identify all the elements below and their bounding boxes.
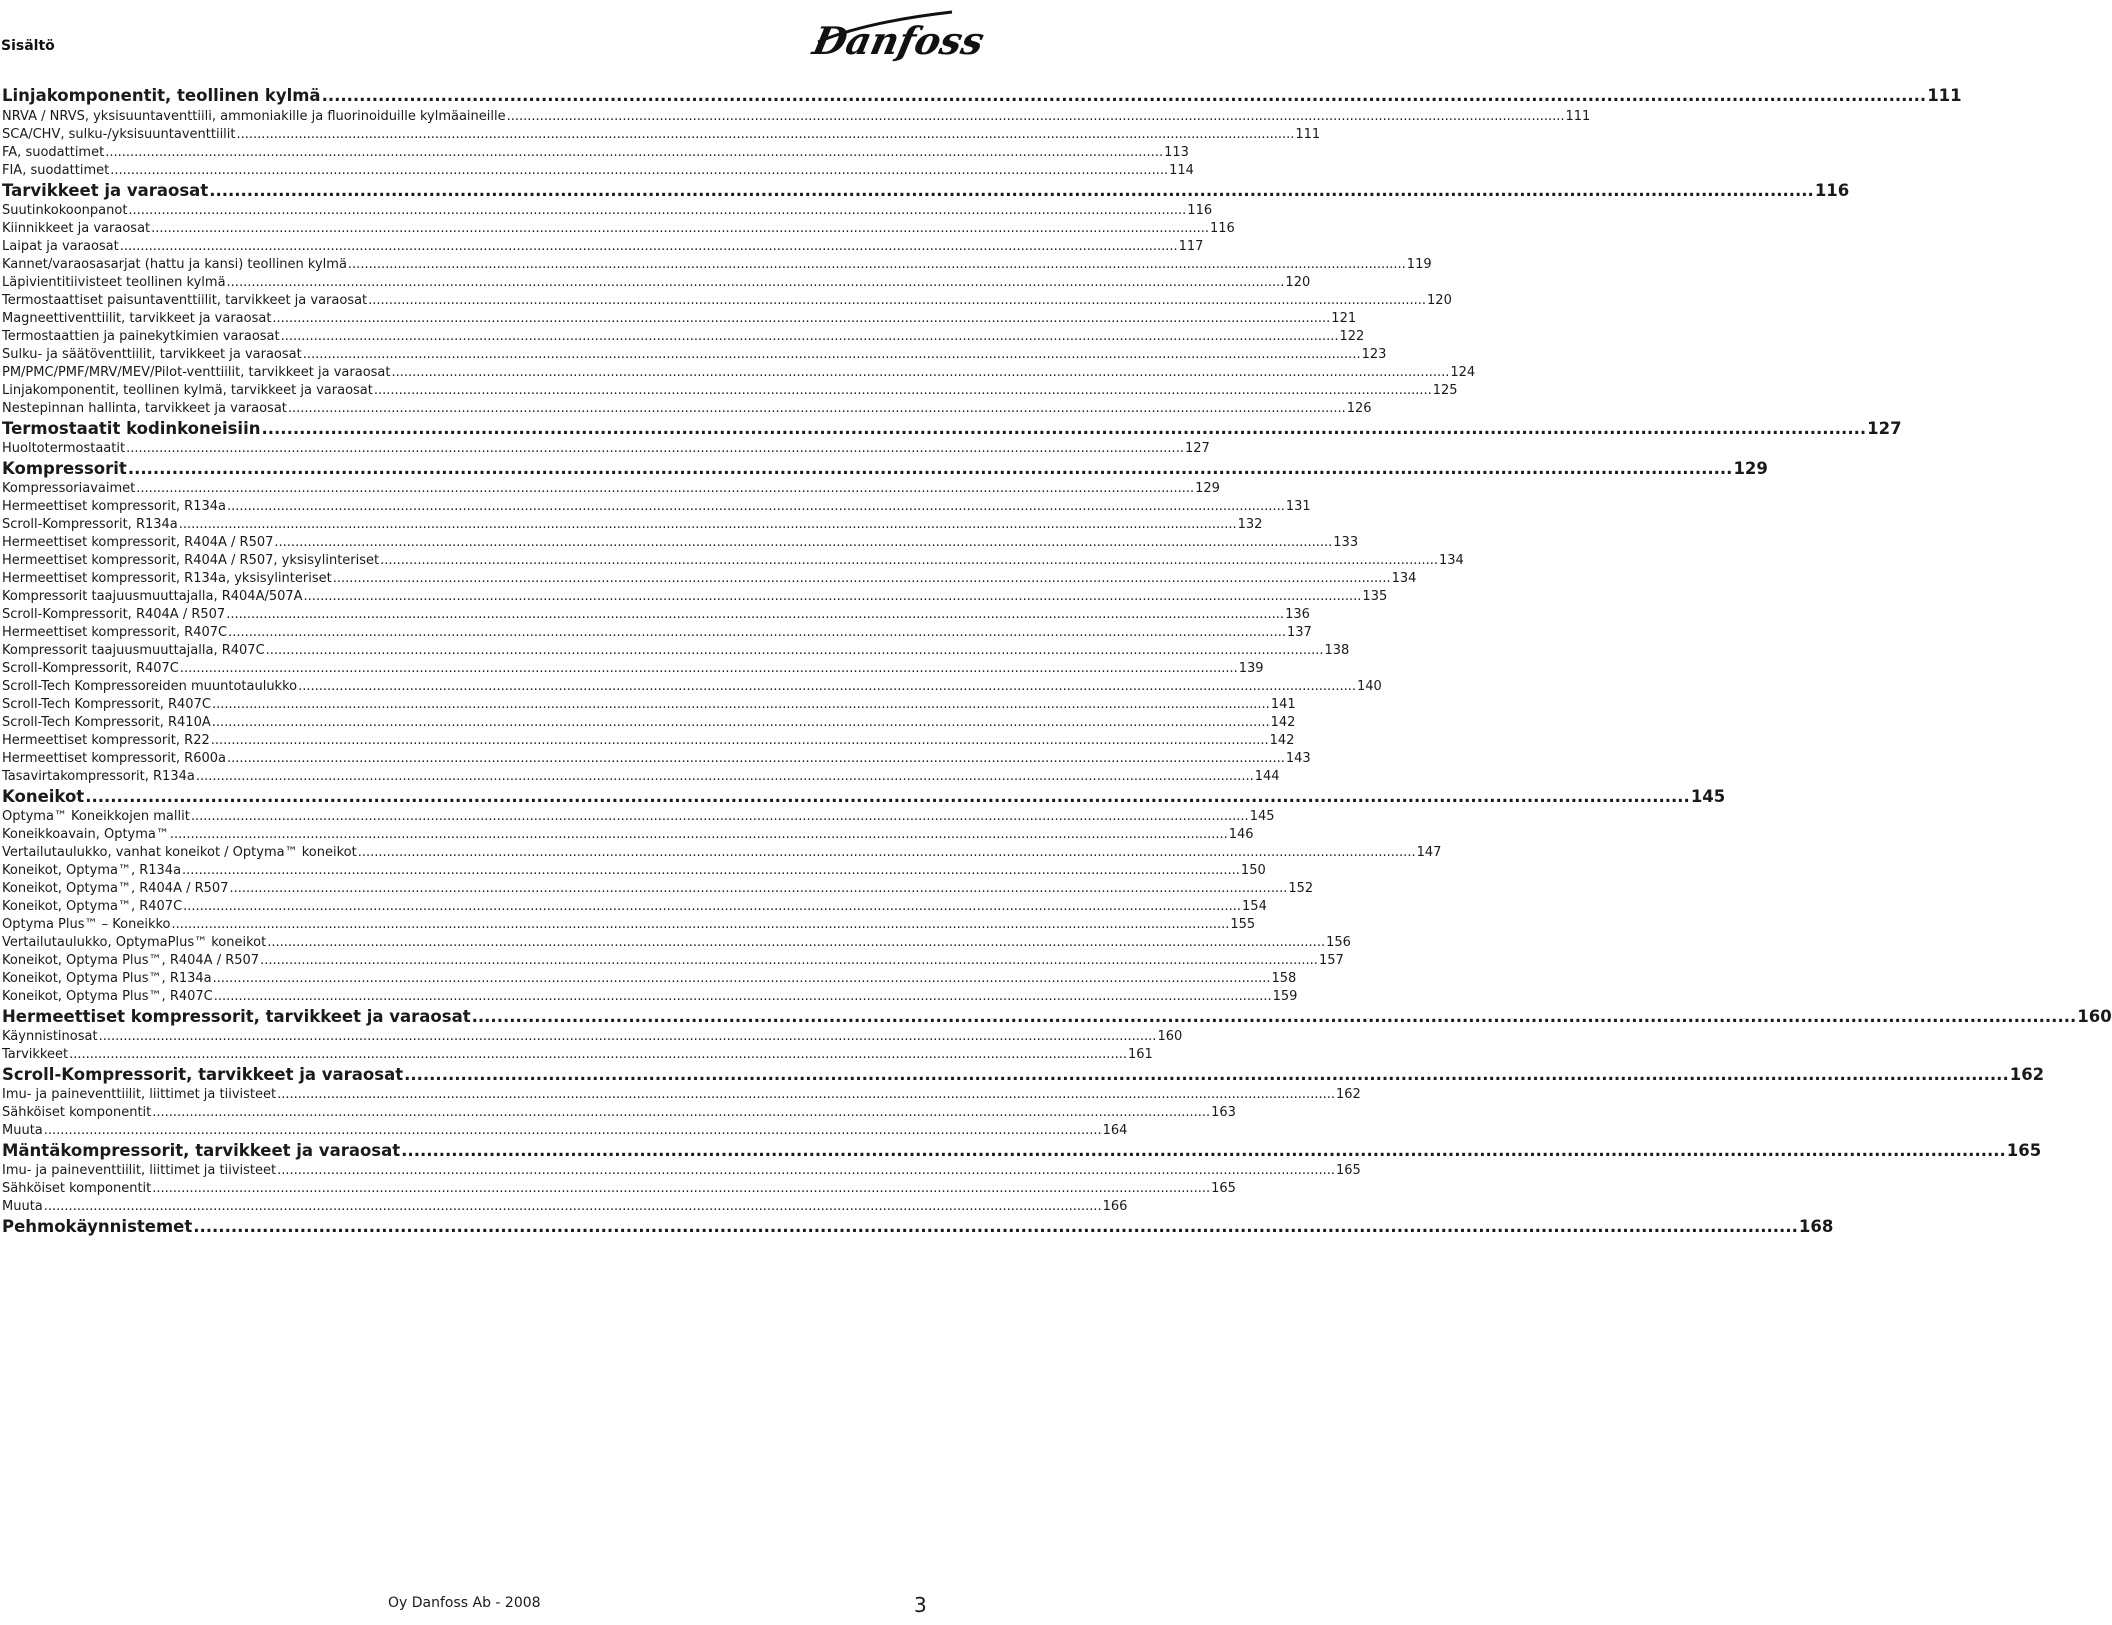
section-title: Sisältö <box>1 38 55 54</box>
toc-entry-label: Termostaatit kodinkoneisiin <box>2 419 261 438</box>
toc-entry-page: 111 <box>1927 86 1962 105</box>
toc-dot-leader <box>196 768 1254 786</box>
toc-entry-label: Mäntäkompressorit, tarvikkeet ja varaosat <box>2 1141 401 1160</box>
toc-entry-label: Kiinnikkeet ja varaosat <box>2 221 151 236</box>
toc-entry[interactable] <box>2 808 1275 826</box>
toc-entry-label: Sähköiset komponentit <box>2 1105 152 1120</box>
toc-dot-leader <box>152 1104 1210 1122</box>
page-header <box>0 0 988 70</box>
toc-entry-label: Scroll-Tech Kompressoreiden muuntotaulukko <box>2 679 298 694</box>
toc-entry-page: 156 <box>1326 935 1351 950</box>
toc-entry-label: Pehmokäynnistemet <box>2 1217 193 1236</box>
toc-entry-page: 162 <box>1335 1087 1361 1102</box>
toc-entry-label: PM/PMC/PMF/MRV/MEV/Pilot-venttiilit, tarvikkeet ja varaosat <box>2 365 391 380</box>
toc-entry-page: 165 <box>1211 1181 1236 1196</box>
toc-entry-page: 145 <box>1690 787 1726 806</box>
toc-dot-leader <box>151 220 1209 238</box>
toc-dot-leader <box>274 534 1332 552</box>
toc-entry-page: 145 <box>1249 809 1275 824</box>
toc-entry[interactable] <box>2 678 1382 696</box>
toc-entry[interactable] <box>2 292 1452 310</box>
toc-entry[interactable] <box>2 916 1256 934</box>
toc-entry-label: NRVA / NRVS, yksisuuntaventtiili, ammoniakille ja fluorinoiduille kylmäaineille <box>2 109 506 124</box>
toc-entry-label: Vertailutaulukko, OptymaPlus™ koneikot <box>2 935 267 950</box>
toc-entry-label: Koneikot, Optyma™, R404A / R507 <box>2 881 229 896</box>
toc-entry-page: 121 <box>1331 311 1357 326</box>
toc-dot-leader <box>226 606 1284 624</box>
toc-dot-leader <box>128 202 1186 220</box>
toc-entry-label: Kannet/varaosasarjat (hattu ja kansi) teollinen kylmä <box>2 257 347 272</box>
toc-entry-label: Koneikkoavain, Optyma™ <box>2 827 169 842</box>
toc-entry-label: Huoltotermostaatit <box>2 441 126 456</box>
toc-entry-page: 111 <box>1565 109 1591 124</box>
toc-entry[interactable] <box>2 274 1311 292</box>
toc-dot-leader <box>191 808 1249 826</box>
toc-dot-leader <box>227 274 1285 292</box>
toc-entry[interactable] <box>2 1104 1236 1122</box>
toc-entry-label: Vertailutaulukko, vanhat koneikot / Optyma™ koneikot <box>2 845 357 860</box>
toc-entry-page: 111 <box>1295 127 1321 142</box>
toc-dot-leader <box>128 458 1733 480</box>
toc-section-entry[interactable] <box>2 1006 2112 1028</box>
toc-dot-leader <box>152 1180 1210 1198</box>
toc-entry[interactable] <box>2 988 1298 1006</box>
toc-dot-leader <box>136 480 1194 498</box>
toc-entry[interactable] <box>2 202 1213 220</box>
toc-entry[interactable] <box>2 1198 1128 1216</box>
toc-entry-label: Optyma Plus™ – Koneikko <box>2 917 171 932</box>
toc-entry[interactable] <box>2 126 1321 144</box>
toc-entry[interactable] <box>2 440 1210 458</box>
toc-dot-leader <box>472 1006 2077 1028</box>
toc-dot-leader <box>182 862 1240 880</box>
toc-entry-label: Termostaattiset paisuntaventtiilit, tarvikkeet ja varaosat <box>2 293 368 308</box>
toc-entry[interactable] <box>2 768 1280 786</box>
toc-dot-leader <box>44 1122 1102 1140</box>
toc-entry-label: SCA/CHV, sulku-/yksisuuntaventtiilit <box>2 127 236 142</box>
toc-dot-leader <box>69 1046 1127 1064</box>
toc-entry-page: 160 <box>1157 1029 1183 1044</box>
toc-entry-label: Scroll-Kompressorit, tarvikkeet ja varaosat <box>2 1065 404 1084</box>
toc-entry-label: Hermeettiset kompressorit, R407C <box>2 625 228 640</box>
toc-entry-page: 154 <box>1242 899 1267 914</box>
toc-entry-page: 135 <box>1362 589 1388 604</box>
toc-entry-label: Muuta <box>2 1123 43 1138</box>
toc-entry-page: 116 <box>1814 181 1850 200</box>
toc-entry-page: 127 <box>1867 419 1902 438</box>
toc-entry[interactable] <box>2 1028 1183 1046</box>
toc-entry[interactable] <box>2 606 1310 624</box>
toc-entry[interactable] <box>2 364 1476 382</box>
toc-entry-page: 120 <box>1285 275 1311 290</box>
toc-dot-leader <box>179 516 1237 534</box>
toc-dot-leader <box>358 844 1416 862</box>
toc-entry-page: 150 <box>1240 863 1266 878</box>
toc-entry[interactable] <box>2 534 1359 552</box>
toc-entry-page: 129 <box>1195 481 1220 496</box>
toc-dot-leader <box>99 1028 1157 1046</box>
toc-entry-label: Tasavirtakompressorit, R134a <box>2 769 195 784</box>
toc-entry[interactable] <box>2 144 1189 162</box>
footer-company: Oy Danfoss Ab - 2008 <box>388 1595 541 1611</box>
toc-entry-page: 116 <box>1210 221 1235 236</box>
toc-dot-leader <box>298 678 1356 696</box>
toc-entry-label: Termostaattien ja painekytkimien varaosat <box>2 329 280 344</box>
toc-entry-label: Tarvikkeet ja varaosat <box>2 181 209 200</box>
logo-wordmark: Danfoss <box>808 19 988 64</box>
toc-dot-leader <box>237 126 1295 144</box>
toc-entry-label: Hermeettiset kompressorit, R404A / R507 <box>2 535 274 550</box>
toc-section-entry[interactable] <box>2 458 1768 480</box>
toc-entry[interactable] <box>2 382 1458 400</box>
toc-dot-leader <box>404 1064 2009 1086</box>
toc-dot-leader <box>212 696 1270 714</box>
toc-entry-page: 164 <box>1102 1123 1128 1138</box>
toc-entry-page: 142 <box>1270 715 1296 730</box>
toc-entry-label: Linjakomponentit, teollinen kylmä, tarvikkeet ja varaosat <box>2 383 373 398</box>
toc-dot-leader <box>227 498 1285 516</box>
toc-entry-page: 165 <box>2006 1141 2042 1160</box>
toc-dot-leader <box>262 418 1867 440</box>
toc-dot-leader <box>183 898 1241 916</box>
toc-entry[interactable] <box>2 498 1311 516</box>
toc-entry-page: 160 <box>2077 1007 2112 1026</box>
toc-dot-leader <box>85 786 1690 808</box>
toc-entry[interactable] <box>2 826 1254 844</box>
toc-entry[interactable] <box>2 1122 1128 1140</box>
toc-entry[interactable] <box>2 1162 1361 1180</box>
toc-entry[interactable] <box>2 970 1297 988</box>
toc-section-entry[interactable] <box>2 1064 2045 1086</box>
toc-dot-leader <box>401 1140 2006 1162</box>
toc-entry-label: Läpivientitiivisteet teollinen kylmä <box>2 275 226 290</box>
toc-entry-page: 168 <box>1798 1217 1834 1236</box>
toc-dot-leader <box>44 1198 1102 1216</box>
toc-section-entry[interactable] <box>2 84 1962 108</box>
toc-section-entry[interactable] <box>2 1216 1834 1238</box>
toc-entry-label: Imu- ja paineventtiilit, liittimet ja tiivisteet <box>2 1163 277 1178</box>
toc-entry[interactable] <box>2 624 1312 642</box>
toc-entry-label: Hermeettiset kompressorit, R404A / R507, yksisylinteriset <box>2 553 380 568</box>
toc-dot-leader <box>322 84 1927 108</box>
toc-entry[interactable] <box>2 880 1314 898</box>
toc-dot-leader <box>213 970 1271 988</box>
toc-entry-page: 146 <box>1228 827 1254 842</box>
toc-entry-page: 126 <box>1346 401 1372 416</box>
toc-dot-leader <box>214 988 1272 1006</box>
toc-dot-leader <box>126 440 1184 458</box>
toc-section-entry[interactable] <box>2 786 1726 808</box>
toc-entry-page: 163 <box>1211 1105 1236 1120</box>
toc-dot-leader <box>229 880 1287 898</box>
toc-entry-label: Hermeettiset kompressorit, tarvikkeet ja varaosat <box>2 1007 471 1026</box>
toc-entry-page: 134 <box>1391 571 1417 586</box>
toc-entry-page: 138 <box>1324 643 1350 658</box>
toc-entry[interactable] <box>2 588 1388 606</box>
toc-entry[interactable] <box>2 1086 1361 1104</box>
danfoss-logo <box>808 2 988 66</box>
toc-entry[interactable] <box>2 328 1365 346</box>
toc-dot-leader <box>211 732 1269 750</box>
toc-section-entry[interactable] <box>2 418 1902 440</box>
toc-entry-page: 122 <box>1339 329 1365 344</box>
toc-entry[interactable] <box>2 256 1432 274</box>
toc-entry-page: 140 <box>1356 679 1382 694</box>
toc-entry[interactable] <box>2 516 1263 534</box>
toc-entry[interactable] <box>2 162 1194 180</box>
toc-entry-page: 155 <box>1230 917 1256 932</box>
toc-dot-leader <box>272 310 1330 328</box>
toc-entry-page: 141 <box>1270 697 1296 712</box>
toc-entry-label: Kompressorit <box>2 459 127 478</box>
toc-entry-page: 125 <box>1432 383 1458 398</box>
toc-entry-label: Sulku- ja säätöventtiilit, tarvikkeet ja varaosat <box>2 347 302 362</box>
toc-entry-page: 165 <box>1335 1163 1361 1178</box>
toc-entry[interactable] <box>2 552 1464 570</box>
toc-entry-label: Imu- ja paineventtiilit, liittimet ja tiivisteet <box>2 1087 277 1102</box>
toc-entry[interactable] <box>2 310 1357 328</box>
toc-entry[interactable] <box>2 732 1295 750</box>
toc-entry-page: 120 <box>1427 293 1452 308</box>
toc-dot-leader <box>281 328 1339 346</box>
toc-entry-page: 158 <box>1271 971 1297 986</box>
toc-entry-label: Laipat ja varaosat <box>2 239 119 254</box>
toc-dot-leader <box>228 624 1286 642</box>
toc-entry[interactable] <box>2 570 1417 588</box>
toc-entry-page: 136 <box>1285 607 1310 622</box>
toc-entry-label: Koneikot, Optyma™, R134a <box>2 863 182 878</box>
toc-entry-label: Koneikot, Optyma Plus™, R407C <box>2 989 213 1004</box>
toc-entry[interactable] <box>2 750 1311 768</box>
toc-dot-leader <box>391 364 1449 382</box>
page-number: 3 <box>914 1593 927 1617</box>
toc-dot-leader <box>212 714 1270 732</box>
toc-entry[interactable] <box>2 108 1591 126</box>
toc-dot-leader <box>368 292 1426 310</box>
toc-entry-page: 113 <box>1164 145 1189 160</box>
toc-entry-page: 144 <box>1254 769 1280 784</box>
toc-dot-leader <box>267 934 1325 952</box>
toc-entry-label: Nestepinnan hallinta, tarvikkeet ja varaosat <box>2 401 287 416</box>
toc-entry[interactable] <box>2 220 1235 238</box>
toc-dot-leader <box>105 144 1163 162</box>
toc-entry-page: 131 <box>1285 499 1311 514</box>
toc-entry-label: Scroll-Tech Kompressorit, R407C <box>2 697 211 712</box>
toc-entry-label: Scroll-Kompressorit, R407C <box>2 661 179 676</box>
toc-dot-leader <box>277 1086 1335 1104</box>
toc-entry[interactable] <box>2 238 1204 256</box>
toc-dot-leader <box>277 1162 1335 1180</box>
toc-entry[interactable] <box>2 642 1350 660</box>
toc-entry-label: Koneikot, Optyma Plus™, R134a <box>2 971 212 986</box>
toc-dot-leader <box>193 1216 1798 1238</box>
toc-entry-page: 117 <box>1178 239 1204 254</box>
toc-entry-label: Scroll-Kompressorit, R134a <box>2 517 178 532</box>
toc-dot-leader <box>180 660 1238 678</box>
toc-entry-page: 123 <box>1361 347 1387 362</box>
toc-entry[interactable] <box>2 696 1296 714</box>
toc-entry-page: 124 <box>1450 365 1476 380</box>
toc-entry-label: Koneikot, Optyma™, R407C <box>2 899 183 914</box>
toc-dot-leader <box>333 570 1391 588</box>
toc-dot-leader <box>110 162 1168 180</box>
toc-entry-page: 137 <box>1286 625 1312 640</box>
toc-entry-label: Koneikot, Optyma Plus™, R404A / R507 <box>2 953 260 968</box>
toc-entry-label: Optyma™ Koneikkojen mallit <box>2 809 190 824</box>
toc-entry-page: 139 <box>1238 661 1264 676</box>
toc-entry-page: 159 <box>1272 989 1298 1004</box>
toc-entry[interactable] <box>2 660 1264 678</box>
toc-dot-leader <box>374 382 1432 400</box>
toc-entry-page: 132 <box>1237 517 1263 532</box>
toc-entry-label: Koneikot <box>2 787 85 806</box>
toc-entry[interactable] <box>2 952 1344 970</box>
toc-entry-label: Linjakomponentit, teollinen kylmä <box>2 86 321 105</box>
toc-entry-label: Kompressoriavaimet <box>2 481 136 496</box>
toc-dot-leader <box>120 238 1178 256</box>
toc-entry[interactable] <box>2 898 1267 916</box>
toc-section-entry[interactable] <box>2 1140 2042 1162</box>
toc-entry-page: 161 <box>1127 1047 1153 1062</box>
toc-dot-leader <box>260 952 1318 970</box>
toc-entry-label: FA, suodattimet <box>2 145 105 160</box>
toc-entry-label: Muuta <box>2 1199 43 1214</box>
toc-entry-page: 114 <box>1169 163 1194 178</box>
toc-entry-page: 166 <box>1102 1199 1128 1214</box>
toc-entry-label: Scroll-Tech Kompressorit, R410A <box>2 715 211 730</box>
toc-dot-leader <box>266 642 1324 660</box>
toc-dot-leader <box>288 400 1346 418</box>
toc-entry-page: 116 <box>1187 203 1213 218</box>
toc-entry-label: FIA, suodattimet <box>2 163 110 178</box>
page-footer <box>0 1585 960 1625</box>
toc-entry-page: 127 <box>1184 441 1210 456</box>
toc-dot-leader <box>170 826 1228 844</box>
toc-entry-label: Hermeettiset kompressorit, R134a, yksisylinteriset <box>2 571 332 586</box>
toc-entry-label: Sähköiset komponentit <box>2 1181 152 1196</box>
toc-entry-page: 134 <box>1439 553 1464 568</box>
toc-entry-label: Suutinkokoonpanot <box>2 203 128 218</box>
toc-dot-leader <box>304 588 1362 606</box>
toc-entry-label: Kompressorit taajuusmuuttajalla, R404A/507A <box>2 589 303 604</box>
toc-entry-label: Magneettiventtiilit, tarvikkeet ja varaosat <box>2 311 272 326</box>
toc-entry-page: 142 <box>1269 733 1295 748</box>
toc-entry-label: Hermeettiset kompressorit, R600a <box>2 751 226 766</box>
toc-entry[interactable] <box>2 714 1296 732</box>
toc-entry-label: Hermeettiset kompressorit, R134a <box>2 499 226 514</box>
toc-entry-page: 152 <box>1288 881 1314 896</box>
toc-dot-leader <box>209 180 1814 202</box>
toc-entry-label: Hermeettiset kompressorit, R22 <box>2 733 210 748</box>
toc-entry-label: Kompressorit taajuusmuuttajalla, R407C <box>2 643 265 658</box>
toc-entry[interactable] <box>2 346 1387 364</box>
toc-dot-leader <box>227 750 1285 768</box>
toc-entry-label: Käynnistinosat <box>2 1029 98 1044</box>
toc-dot-leader <box>507 108 1565 126</box>
toc-entry[interactable] <box>2 480 1220 498</box>
toc-entry[interactable] <box>2 1046 1153 1064</box>
toc-entry-page: 143 <box>1285 751 1311 766</box>
toc-entry[interactable] <box>2 934 1351 952</box>
toc-entry[interactable] <box>2 1180 1236 1198</box>
toc-entry-page: 133 <box>1333 535 1359 550</box>
toc-entry-label: Scroll-Kompressorit, R404A / R507 <box>2 607 226 622</box>
toc-entry-page: 147 <box>1416 845 1442 860</box>
toc-entry-page: 129 <box>1733 459 1768 478</box>
toc-entry[interactable] <box>2 862 1266 880</box>
toc-entry[interactable] <box>2 844 1442 862</box>
table-of-contents <box>2 84 2112 1238</box>
toc-section-entry[interactable] <box>2 180 1850 202</box>
toc-dot-leader <box>303 346 1361 364</box>
toc-entry[interactable] <box>2 400 1372 418</box>
toc-entry-page: 157 <box>1318 953 1344 968</box>
toc-dot-leader <box>172 916 1230 934</box>
toc-dot-leader <box>380 552 1438 570</box>
toc-entry-label: Tarvikkeet <box>2 1047 69 1062</box>
toc-entry-page: 162 <box>2009 1065 2045 1084</box>
toc-dot-leader <box>348 256 1406 274</box>
toc-entry-page: 119 <box>1406 257 1432 272</box>
